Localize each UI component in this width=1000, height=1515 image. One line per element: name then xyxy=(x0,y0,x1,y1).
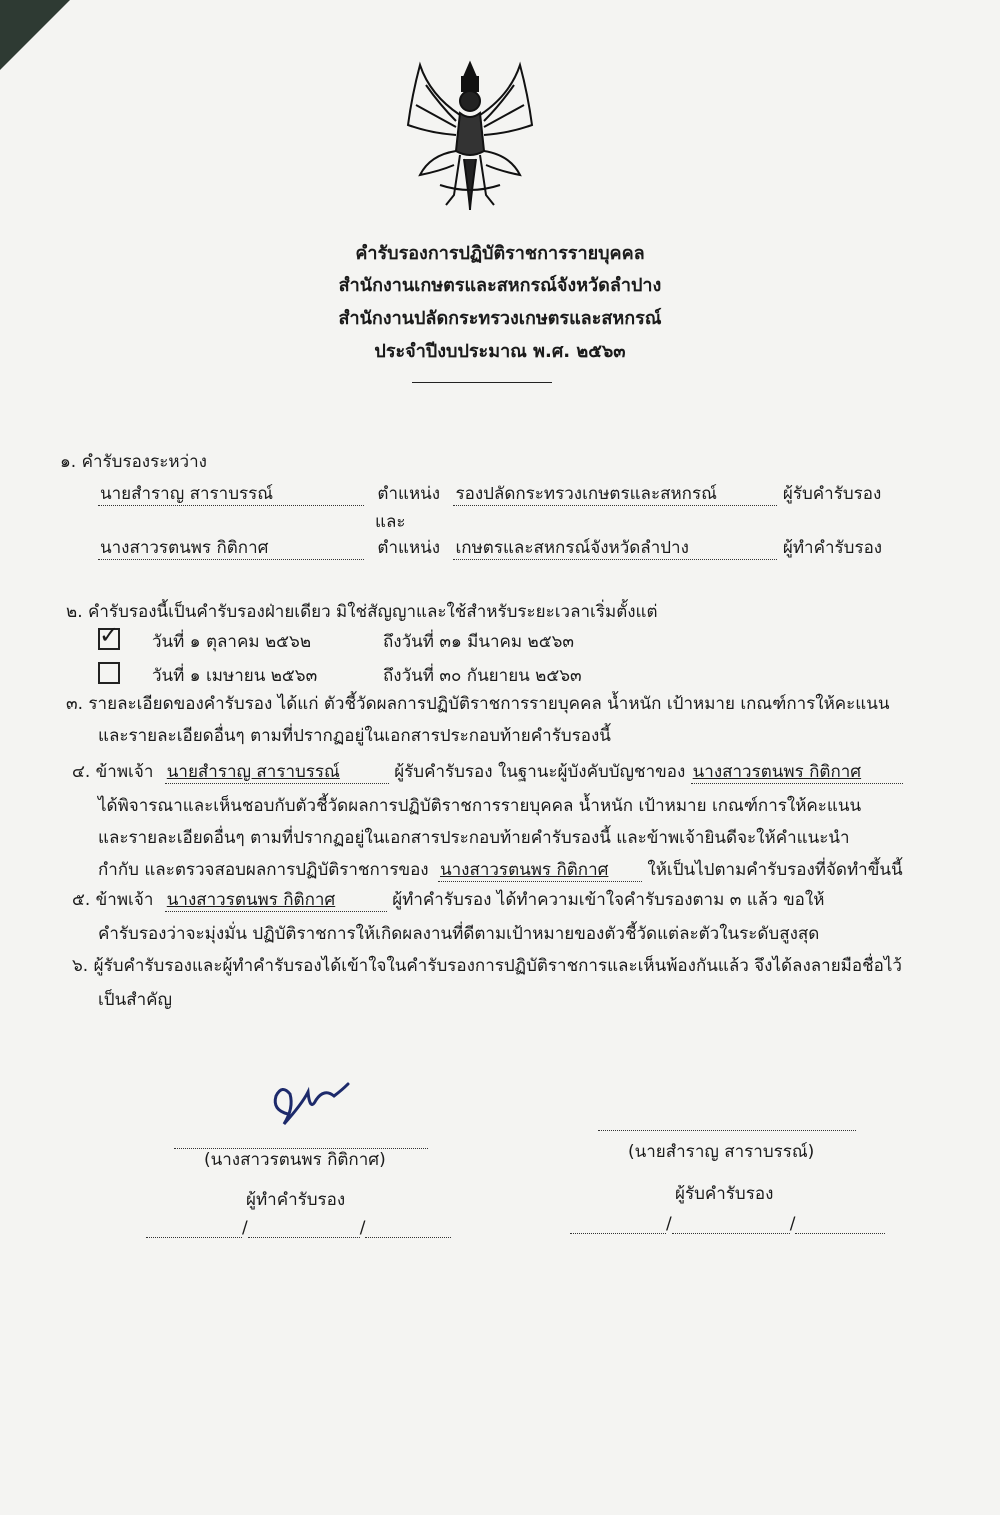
position-label-2: ตำแหน่ง xyxy=(377,538,441,558)
title-divider xyxy=(412,382,552,383)
doc-title: คำรับรองการปฏิบัติราชการรายบุคคล xyxy=(355,243,645,264)
supervisor-name: นายสำราญ สาราบรรณ์ xyxy=(165,761,389,784)
party1-position: รองปลัดกระทรวงเกษตรและสหกรณ์ xyxy=(453,483,777,506)
section4-prefix: ๔. ข้าพเจ้า xyxy=(72,762,154,782)
left-signer-role: ผู้ทำคำรับรอง xyxy=(246,1190,346,1210)
section5-name: นางสาวรตนพร กิติกาศ xyxy=(165,889,387,912)
date-sep: / xyxy=(359,1218,366,1238)
left-date-line xyxy=(146,1218,451,1238)
party2-name: นางสาวรตนพร กิติกาศ xyxy=(98,537,364,560)
right-signature-line xyxy=(598,1112,856,1131)
right-signer-name: (นายสำราญ สาราบรรณ์) xyxy=(628,1142,815,1162)
section4-line1 xyxy=(72,758,903,785)
date-sep: / xyxy=(242,1218,248,1238)
section4-line4 xyxy=(98,856,903,883)
party1-line xyxy=(98,480,881,507)
period1-from: วันที่ ๑ ตุลาคม ๒๕๖๒ xyxy=(152,632,312,652)
section5-suffix: ผู้ทำคำรับรอง ได้ทำความเข้าใจคำรับรองตาม ๓ แล้ว ขอให้ xyxy=(392,890,825,910)
section4-line3: และรายละเอียดอื่นๆ ตามที่ปรากฏอยู่ในเอกสารประกอบท้ายคำรับรองนี้ และข้าพเจ้ายินดีจะให้คำแนะนำ xyxy=(98,828,850,848)
right-signer-role: ผู้รับคำรับรอง xyxy=(675,1184,774,1204)
check-mark-icon: ✓ xyxy=(99,621,120,649)
date-sep: / xyxy=(666,1214,672,1234)
party2-line xyxy=(98,534,882,561)
party2-role: ผู้ทำคำรับรอง xyxy=(782,538,883,558)
period2-to: ถึงวันที่ ๓๐ กันยายน ๒๕๖๓ xyxy=(383,666,582,686)
section3-line1: ๓. รายละเอียดของคำรับรอง ได้แก่ ตัวชี้วัดผลการปฏิบัติราชการรายบุคคล น้ำหนัก เป้าหมาย เกณฑ์การให้คะแนน xyxy=(66,694,890,714)
section6-line2: เป็นสำคัญ xyxy=(98,990,173,1010)
fiscal-year: ประจำปีงบประมาณ พ.ศ. ๒๕๖๓ xyxy=(374,341,626,362)
section5-line2: คำรับรองว่าจะมุ่งมั่น ปฏิบัติราชการให้เกิดผลงานที่ดีตามเป้าหมายของตัวชี้วัดแต่ละตัวในระดับสูงสุด xyxy=(98,924,820,944)
section2-heading: ๒. คำรับรองนี้เป็นคำรับรองฝ่ายเดียว มิใช่สัญญาและใช้สำหรับระยะเวลาเริ่มตั้งแต่ xyxy=(66,602,658,622)
period1-checkbox[interactable] xyxy=(98,621,120,650)
section4-line4-suffix: ให้เป็นไปตามคำรับรองที่จัดทำขึ้นนี้ xyxy=(647,860,903,880)
handwritten-signature-icon xyxy=(262,1074,362,1134)
subordinate-name: นางสาวรตนพร กิติกาศ xyxy=(691,761,903,784)
section5-prefix: ๕. ข้าพเจ้า xyxy=(72,890,154,910)
left-signer-name: (นางสาวรตนพร กิติกาศ) xyxy=(204,1150,386,1170)
party1-role: ผู้รับคำรับรอง xyxy=(782,484,882,504)
section4-line4-name: นางสาวรตนพร กิติกาศ xyxy=(438,859,642,882)
section3-line2: และรายละเอียดอื่นๆ ตามที่ปรากฏอยู่ในเอกสารประกอบท้ายคำรับรองนี้ xyxy=(98,726,611,746)
section6-line1: ๖. ผู้รับคำรับรองและผู้ทำคำรับรองได้เข้าใจในคำรับรองการปฏิบัติราชการและเห็นพ้องกันแล้ว จึงได้ลงลายมือชื่อไว้ xyxy=(72,956,902,976)
period2-checkbox[interactable] xyxy=(98,662,120,684)
section4-mid: ผู้รับคำรับรอง ในฐานะผู้บังคับบัญชาของ xyxy=(394,762,686,782)
party2-position: เกษตรและสหกรณ์จังหวัดลำปาง xyxy=(453,537,777,560)
party1-name: นายสำราญ สาราบรรณ์ xyxy=(98,483,364,506)
and-connector: และ xyxy=(375,512,406,532)
page-corner-shadow xyxy=(0,0,70,70)
ministry-name: สำนักงานปลัดกระทรวงเกษตรและสหกรณ์ xyxy=(338,308,662,329)
section1-heading: ๑. คำรับรองระหว่าง xyxy=(60,452,207,472)
period2-from: วันที่ ๑ เมษายน ๒๕๖๓ xyxy=(152,666,318,686)
period1-to: ถึงวันที่ ๓๑ มีนาคม ๒๕๖๓ xyxy=(383,632,575,652)
garuda-emblem-icon xyxy=(390,55,550,215)
right-date-line xyxy=(570,1214,885,1234)
position-label: ตำแหน่ง xyxy=(377,484,441,504)
section4-line2: ได้พิจารณาและเห็นชอบกับตัวชี้วัดผลการปฏิบัติราชการรายบุคคล น้ำหนัก เป้าหมาย เกณฑ์การให้คะแนน xyxy=(98,796,862,816)
date-sep: / xyxy=(789,1214,796,1234)
section4-line4-prefix: กำกับ และตรวจสอบผลการปฏิบัติราชการของ xyxy=(98,860,429,880)
section5-line1 xyxy=(72,886,824,913)
office-name: สำนักงานเกษตรและสหกรณ์จังหวัดลำปาง xyxy=(338,275,662,296)
